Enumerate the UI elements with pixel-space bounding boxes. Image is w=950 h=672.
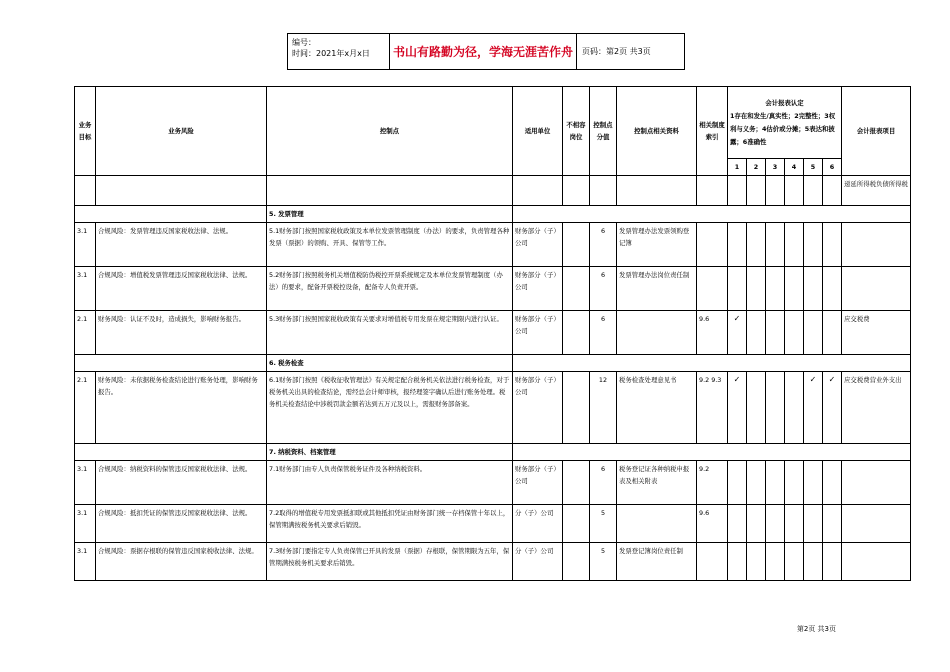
header-docs: 控制点相关资料	[617, 87, 697, 176]
assertion-check	[766, 543, 785, 581]
cell-index	[697, 223, 728, 267]
cell-goal: 3.1	[75, 505, 96, 543]
table-body	[75, 176, 911, 581]
cell-index: 9.6	[697, 505, 728, 543]
time-label: 时间：2021年x月x日	[292, 49, 370, 58]
cell-unit: 财务部分（子）公司	[513, 372, 563, 444]
header-assertions	[728, 87, 842, 159]
assertion-check	[728, 176, 747, 206]
cell-item	[842, 223, 911, 267]
cell-goal: 2.1	[75, 372, 96, 444]
cell-score: 6	[590, 311, 617, 355]
assertion-check	[804, 311, 823, 355]
assertion-check	[823, 461, 842, 505]
assertion-check	[747, 461, 766, 505]
cell-incompat	[563, 311, 590, 355]
cell-control: 7.3财务部门要指定专人负责保管已开具的发票（票据）存根联，保管期限为五年，保管期满按税务机关要求后销毁。	[267, 543, 513, 581]
cell-item	[842, 543, 911, 581]
section-title: 7. 纳税资料、档案管理	[267, 444, 513, 461]
assertion-check	[728, 461, 747, 505]
assertion-check	[804, 176, 823, 206]
page-header	[287, 33, 685, 70]
header-score: 控制点分值	[590, 87, 617, 176]
cell-index: 9.6	[697, 311, 728, 355]
section-blank	[75, 355, 267, 372]
cell-control: 6.1财务部门按照《税收征收管理法》有关规定配合税务机关依法进行税务检查，对于税务机关出具的检查结论，需经总会计师审核，报经理签字确认后进行账务处理。税务机关检查结论中涉税罚款金额若达到五万元及以上，需报财务部备案。	[267, 372, 513, 444]
assertion-check: ✓	[804, 372, 823, 444]
cell-risk: 财务风险：未依据税务检查结论进行账务处理，影响财务报告。	[96, 372, 267, 444]
cell-control: 5.2财务部门按照税务机关增值税防伪税控开票系统规定及本单位发票管理制度（办法）的要求，配备开票税控设备，配备专人负责开票。	[267, 267, 513, 311]
assertion-check	[823, 176, 842, 206]
cell-docs	[617, 311, 697, 355]
assertion-check	[747, 176, 766, 206]
assertion-check	[785, 223, 804, 267]
assertion-check	[823, 543, 842, 581]
assertion-check	[747, 505, 766, 543]
cell-docs	[617, 176, 697, 206]
header-index: 相关制度索引	[697, 87, 728, 176]
cell-incompat	[563, 223, 590, 267]
assertion-check	[747, 543, 766, 581]
cell-risk: 合规风险：增值税发票管理违反国家税收法律、法规。	[96, 267, 267, 311]
assertion-check	[728, 267, 747, 311]
cell-docs: 发票管理办法岗位责任制	[617, 267, 697, 311]
cell-unit: 分（子）公司	[513, 543, 563, 581]
assertion-num: 5	[804, 159, 823, 176]
assertion-check	[785, 311, 804, 355]
cell-index: 9.2	[697, 461, 728, 505]
assertion-num: 4	[785, 159, 804, 176]
assertion-check: ✓	[823, 372, 842, 444]
assertion-check	[766, 176, 785, 206]
assertion-check	[785, 267, 804, 311]
header-risk: 业务风险	[96, 87, 267, 176]
assertion-check	[785, 176, 804, 206]
assertion-check	[766, 505, 785, 543]
cell-risk: 合规风险：票据存根联的保管违反国家税收法律、法规。	[96, 543, 267, 581]
cell-incompat	[563, 543, 590, 581]
section-title: 6. 税务检查	[267, 355, 513, 372]
cell-score: 5	[590, 543, 617, 581]
assertion-num: 2	[747, 159, 766, 176]
table-row	[75, 311, 911, 355]
cell-item: 应交税费	[842, 311, 911, 355]
cell-index: 9.2 9.3	[697, 372, 728, 444]
cell-incompat	[563, 461, 590, 505]
assertion-check	[747, 223, 766, 267]
assertion-check	[747, 311, 766, 355]
cell-incompat	[563, 176, 590, 206]
table-row	[75, 176, 911, 206]
cell-risk: 合规风险：抵扣凭证的保管违反国家税收法律、法规。	[96, 505, 267, 543]
table-row	[75, 461, 911, 505]
cell-risk: 合规风险：发票管理违反国家税收法律、法规。	[96, 223, 267, 267]
cell-incompat	[563, 267, 590, 311]
table-row	[75, 505, 911, 543]
section-blank	[75, 444, 267, 461]
cell-incompat	[563, 372, 590, 444]
cell-risk: 财务风险：认证不及时，造成损失，影响财务报告。	[96, 311, 267, 355]
cell-goal: 3.1	[75, 223, 96, 267]
cell-goal	[75, 176, 96, 206]
cell-control: 5.3财务部门按照国家税收政策有关要求对增值税专用发票在规定期限内进行认证。	[267, 311, 513, 355]
assertion-check	[747, 267, 766, 311]
cell-goal: 2.1	[75, 311, 96, 355]
cell-docs: 税务登记证各种纳税申报表及相关附表	[617, 461, 697, 505]
section-blank	[513, 444, 911, 461]
cell-unit: 财务部分（子）公司	[513, 311, 563, 355]
cell-incompat	[563, 505, 590, 543]
section-row	[75, 206, 911, 223]
assertion-check	[747, 372, 766, 444]
section-row	[75, 355, 911, 372]
section-title: 5. 发票管理	[267, 206, 513, 223]
cell-score: 5	[590, 505, 617, 543]
cell-score: 6	[590, 267, 617, 311]
cell-score	[590, 176, 617, 206]
assertion-check	[823, 267, 842, 311]
assertions-title: 会计报表认定	[765, 98, 804, 107]
header-item: 会计报表项目	[842, 87, 911, 176]
cell-index	[697, 543, 728, 581]
cell-control: 7.2取得的增值税专用发票抵扣联或其他抵扣凭证由财务部门统一存档保管十年以上，保管期满按税务机关要求后销毁。	[267, 505, 513, 543]
header-goal: 业务目标	[75, 87, 96, 176]
assertion-check	[728, 543, 747, 581]
assertion-check	[766, 461, 785, 505]
assertion-check	[823, 223, 842, 267]
assertion-check	[804, 223, 823, 267]
assertion-check	[785, 543, 804, 581]
header-control: 控制点	[267, 87, 513, 176]
assertion-num: 1	[728, 159, 747, 176]
cell-control: 5.1财务部门按照国家税收政策及本单位发票管理制度（办法）的要求，负责管理各种发票（票据）的领购、开具、保管等工作。	[267, 223, 513, 267]
table-row	[75, 267, 911, 311]
cell-control: 7.1财务部门由专人负责保管税务证件及各种纳税资料。	[267, 461, 513, 505]
table-row	[75, 543, 911, 581]
motto-text: 书山有路勤为径，学海无涯苦作舟	[389, 34, 577, 69]
assertion-check	[766, 311, 785, 355]
cell-unit: 财务部分（子）公司	[513, 267, 563, 311]
cell-item: 递延所得税负债所得税	[842, 176, 911, 206]
assertion-check	[785, 372, 804, 444]
assertion-check	[728, 505, 747, 543]
section-blank	[513, 206, 911, 223]
control-table	[74, 86, 911, 581]
cell-docs: 发票登记簿岗位责任制	[617, 543, 697, 581]
cell-unit: 财务部分（子）公司	[513, 461, 563, 505]
assertion-check	[785, 505, 804, 543]
header-incompat: 不相容岗位	[563, 87, 590, 176]
assertion-check	[804, 505, 823, 543]
cell-item: 应交税费营业外支出	[842, 372, 911, 444]
cell-item	[842, 267, 911, 311]
section-blank	[513, 355, 911, 372]
table-row	[75, 223, 911, 267]
cell-goal: 3.1	[75, 543, 96, 581]
cell-item	[842, 461, 911, 505]
cell-docs: 税务检查处理意见书	[617, 372, 697, 444]
section-blank	[75, 206, 267, 223]
assertion-check	[785, 461, 804, 505]
assertion-num: 6	[823, 159, 842, 176]
assertion-check	[766, 372, 785, 444]
page-footer: 第2页 共3页	[796, 625, 836, 633]
header-unit: 适用单位	[513, 87, 563, 176]
assertion-check: ✓	[728, 372, 747, 444]
page-info: 页码：第2页 共3页	[582, 47, 651, 56]
assertion-check	[766, 267, 785, 311]
cell-score: 6	[590, 223, 617, 267]
cell-risk	[96, 176, 267, 206]
assertion-check	[728, 223, 747, 267]
assertion-check	[804, 267, 823, 311]
cell-item	[842, 505, 911, 543]
assertion-check	[823, 505, 842, 543]
table-row	[75, 372, 911, 444]
assertion-check: ✓	[728, 311, 747, 355]
section-row	[75, 444, 911, 461]
cell-unit: 财务部分（子）公司	[513, 223, 563, 267]
cell-docs: 发票管理办法发票领购登记簿	[617, 223, 697, 267]
cell-score: 12	[590, 372, 617, 444]
cell-risk: 合规风险：纳税资料的保管违反国家税收法律、法规。	[96, 461, 267, 505]
header-meta	[292, 37, 370, 59]
assertions-desc: 1存在和发生/真实性；2完整性；3权利与义务；4估价或分摊；5表达和披露；6准确性	[730, 111, 836, 146]
cell-index	[697, 176, 728, 206]
cell-docs	[617, 505, 697, 543]
cell-index	[697, 267, 728, 311]
cell-control	[267, 176, 513, 206]
assertion-check	[823, 311, 842, 355]
assertion-check	[804, 543, 823, 581]
assertion-check	[804, 461, 823, 505]
assertion-check	[766, 223, 785, 267]
cell-unit: 分（子）公司	[513, 505, 563, 543]
cell-unit	[513, 176, 563, 206]
cell-score: 6	[590, 461, 617, 505]
cell-goal: 3.1	[75, 461, 96, 505]
cell-goal: 3.1	[75, 267, 96, 311]
number-label: 编号：	[292, 38, 316, 47]
assertion-num: 3	[766, 159, 785, 176]
